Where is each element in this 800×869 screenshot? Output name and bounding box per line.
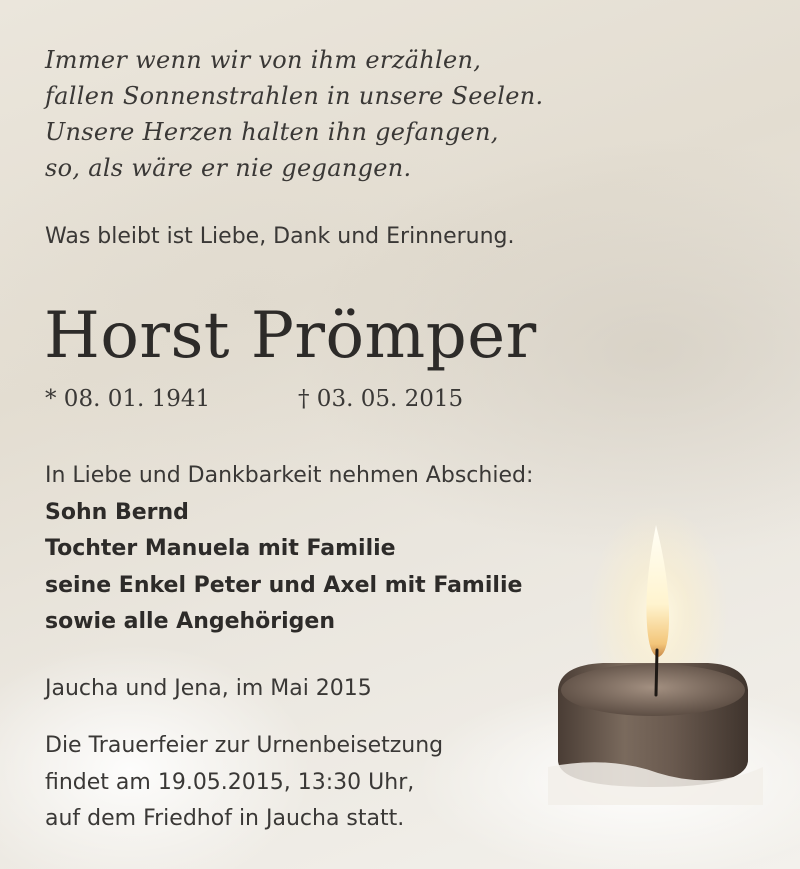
mourner-name: Sohn Bernd — [45, 499, 189, 525]
funeral-notice — [45, 728, 443, 838]
mourners-list — [45, 458, 533, 641]
candle-icon — [548, 505, 763, 805]
quote-line: Immer wenn wir von ihm erzählen, — [45, 46, 482, 74]
birth-date: * 08. 01. 1941 — [45, 386, 211, 412]
quote-line: Unsere Herzen halten ihn gefangen, — [45, 118, 499, 146]
death-date: † 03. 05. 2015 — [298, 386, 464, 412]
deceased-name: Horst Prömper — [44, 299, 537, 373]
funeral-line: auf dem Friedhof in Jaucha statt. — [45, 806, 405, 831]
quote-line: so, als wäre er nie gegangen. — [45, 154, 412, 182]
memorial-quote — [45, 42, 543, 186]
quote-line: fallen Sonnenstrahlen in unsere Seelen. — [45, 82, 544, 110]
place-and-date: Jaucha und Jena, im Mai 2015 — [45, 676, 372, 701]
funeral-line: Die Trauerfeier zur Urnenbeisetzung — [45, 733, 444, 758]
mourner-name: Tochter Manuela mit Familie — [45, 536, 396, 561]
mourner-name: seine Enkel Peter und Axel mit Familie — [45, 572, 523, 598]
mourner-name: sowie alle Angehörigen — [45, 609, 336, 634]
mourners-intro: In Liebe und Dankbarkeit nehmen Abschied: — [45, 463, 534, 488]
remembrance-line: Was bleibt ist Liebe, Dank und Erinnerung. — [45, 224, 515, 249]
funeral-line: findet am 19.05.2015, 13:30 Uhr, — [45, 769, 415, 795]
